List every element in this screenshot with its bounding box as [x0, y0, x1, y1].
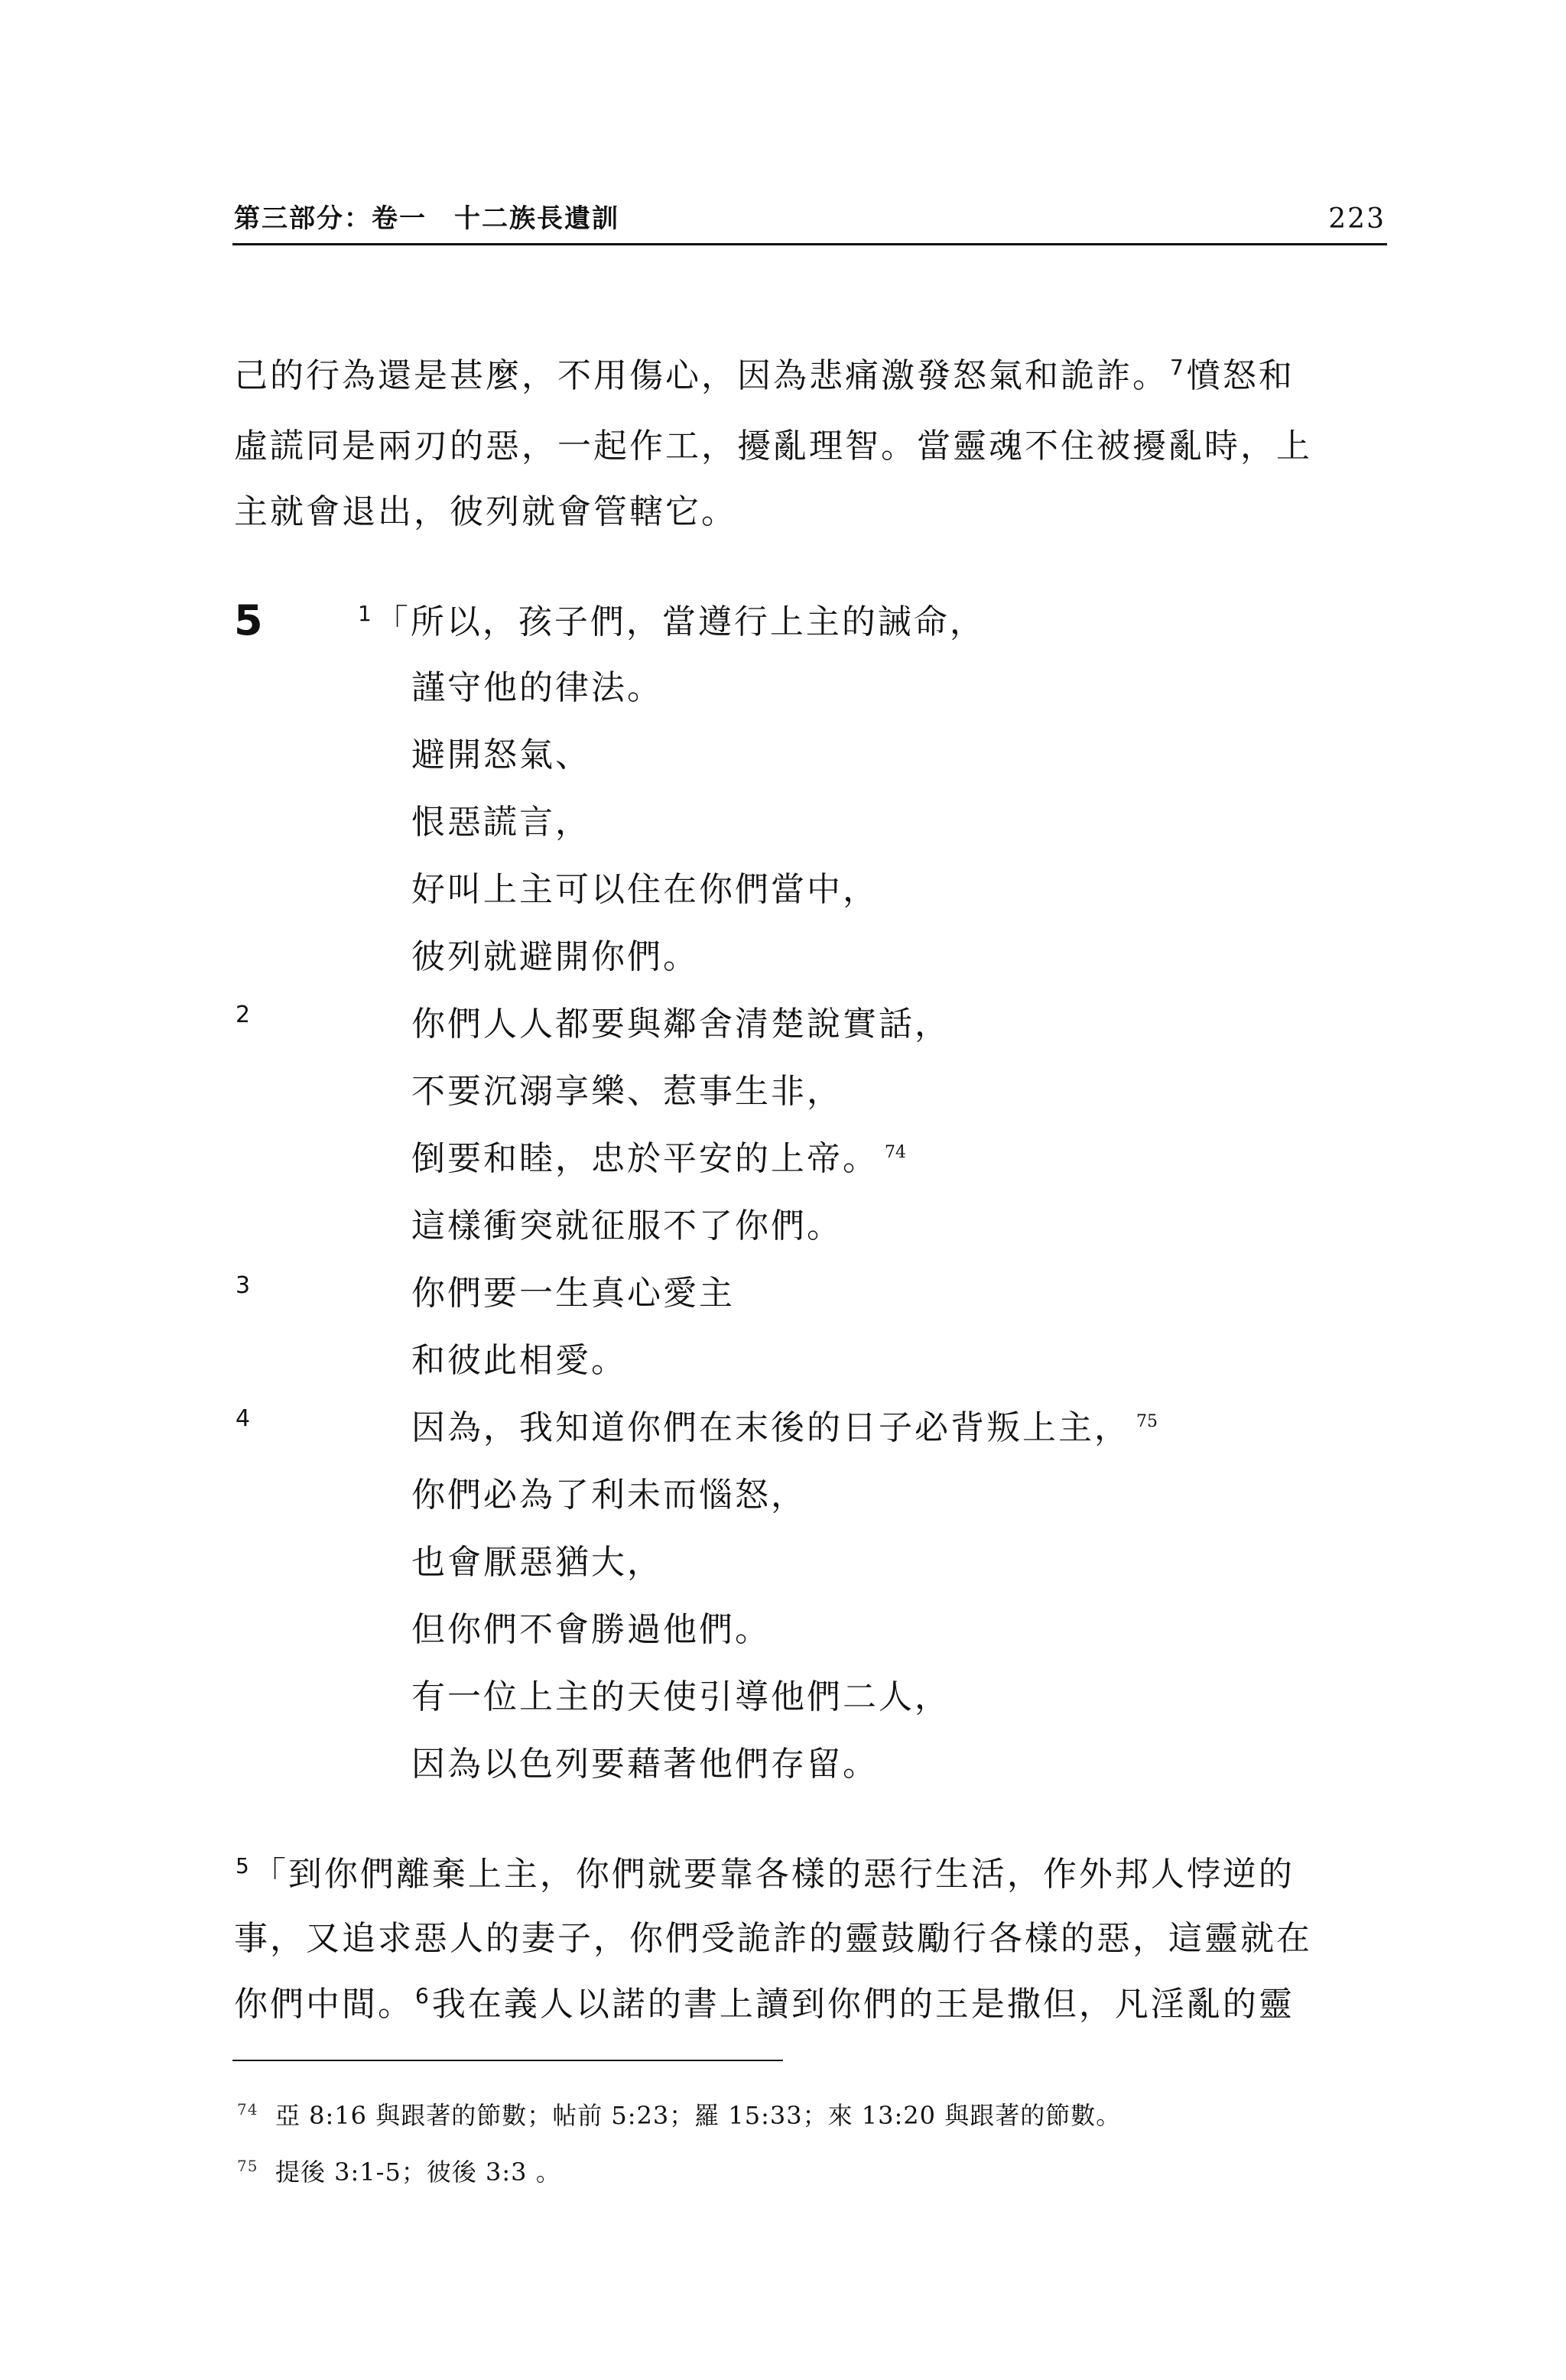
footnote-text: 亞 8:16 與跟著的節數；帖前 5:23；羅 15:33；來 13:20 與跟著的節數。 — [275, 2101, 1122, 2130]
verse-number: 4 — [236, 1405, 251, 1432]
header-rule — [232, 243, 1387, 245]
poem-line-14: 你們必為了利未而惱怒， — [411, 1476, 807, 1515]
poem-line-4: 恨惡謊言， — [411, 803, 591, 842]
intro-line-1 — [234, 353, 1295, 399]
verse-number: 3 — [236, 1272, 251, 1299]
poem-line-7: 你們人人都要與鄰舍清楚說實話， — [411, 1005, 950, 1044]
footnote-mark: 74 — [237, 2100, 258, 2119]
intro-line-3: 主就會退出，彼列就會管轄它。 — [234, 492, 737, 531]
poem-line-5: 好叫上主可以住在你們當中， — [411, 870, 879, 909]
poem-line-1-text: 「所以，孩子們，當遵行上主的誡命， — [374, 602, 986, 641]
closing-line-3-tail: 我在義人以諾的書上讀到你們的王是撒但，凡淫亂的靈 — [431, 1985, 1295, 2024]
footnote-74 — [237, 2096, 1121, 2132]
intro-line-1-tail: 憤怒和 — [1186, 356, 1295, 395]
poem-line-18: 因為以色列要藉著他們存留。 — [411, 1745, 879, 1784]
poem-line-11: 你們要一生真心愛主 — [411, 1274, 735, 1313]
footnote-ref: 74 — [885, 1143, 906, 1163]
footnote-rule — [232, 2060, 783, 2061]
intro-line-2: 虛謊同是兩刃的惡，一起作工，擾亂理智。當靈魂不住被擾亂時，上 — [234, 427, 1312, 466]
poem-line-2: 謹守他的律法。 — [411, 668, 663, 707]
closing-line-3-text: 你們中間。 — [234, 1985, 414, 2024]
poem-line-13 — [411, 1405, 1158, 1451]
footnote-mark: 75 — [237, 2157, 258, 2176]
poem-line-9 — [411, 1136, 906, 1182]
page-number: 223 — [1328, 203, 1386, 235]
poem-line-12: 和彼此相愛。 — [411, 1341, 627, 1380]
poem-line-6: 彼列就避開你們。 — [411, 937, 699, 976]
poem-line-1 — [356, 599, 986, 645]
verse-number: 2 — [236, 1002, 251, 1028]
footnote-75 — [237, 2153, 561, 2188]
intro-line-1-text: 己的行為還是甚麼，不用傷心，因為悲痛激發怒氣和詭詐。 — [234, 356, 1168, 395]
poem-line-13-text: 因為，我知道你們在末後的日子必背叛上主， — [411, 1408, 1130, 1447]
verse-number: 5 — [236, 1853, 249, 1879]
poem-line-10: 這樣衝突就征服不了你們。 — [411, 1206, 843, 1245]
verse-number: 7 — [1170, 355, 1184, 381]
verse-number: 6 — [415, 1983, 429, 2009]
chapter-number: 5 — [234, 596, 263, 645]
footnote-text: 提後 3:1-5；彼後 3:3 。 — [275, 2158, 561, 2187]
closing-line-3 — [234, 1982, 1295, 2028]
poem-line-16: 但你們不會勝過他們。 — [411, 1610, 771, 1649]
poem-line-3: 避開怒氣、 — [411, 735, 591, 774]
verse-number: 1 — [358, 601, 372, 627]
closing-line-1 — [234, 1852, 1295, 1898]
poem-line-9-text: 倒要和睦，忠於平安的上帝。 — [411, 1139, 879, 1178]
poem-line-15: 也會厭惡猶大， — [411, 1543, 663, 1582]
closing-line-1-text: 「到你們離棄上主，你們就要靠各樣的惡行生活，作外邦人悖逆的 — [252, 1855, 1295, 1894]
poem-line-8: 不要沉溺享樂、惹事生非， — [411, 1072, 843, 1111]
poem-line-17: 有一位上主的天使引導他們二人， — [411, 1677, 950, 1716]
closing-line-2: 事，又追求惡人的妻子，你們受詭詐的靈鼓勵行各樣的惡，這靈就在 — [234, 1919, 1312, 1958]
running-head: 第三部分：卷一 十二族長遺訓 — [234, 203, 619, 234]
footnote-ref: 75 — [1136, 1412, 1158, 1432]
